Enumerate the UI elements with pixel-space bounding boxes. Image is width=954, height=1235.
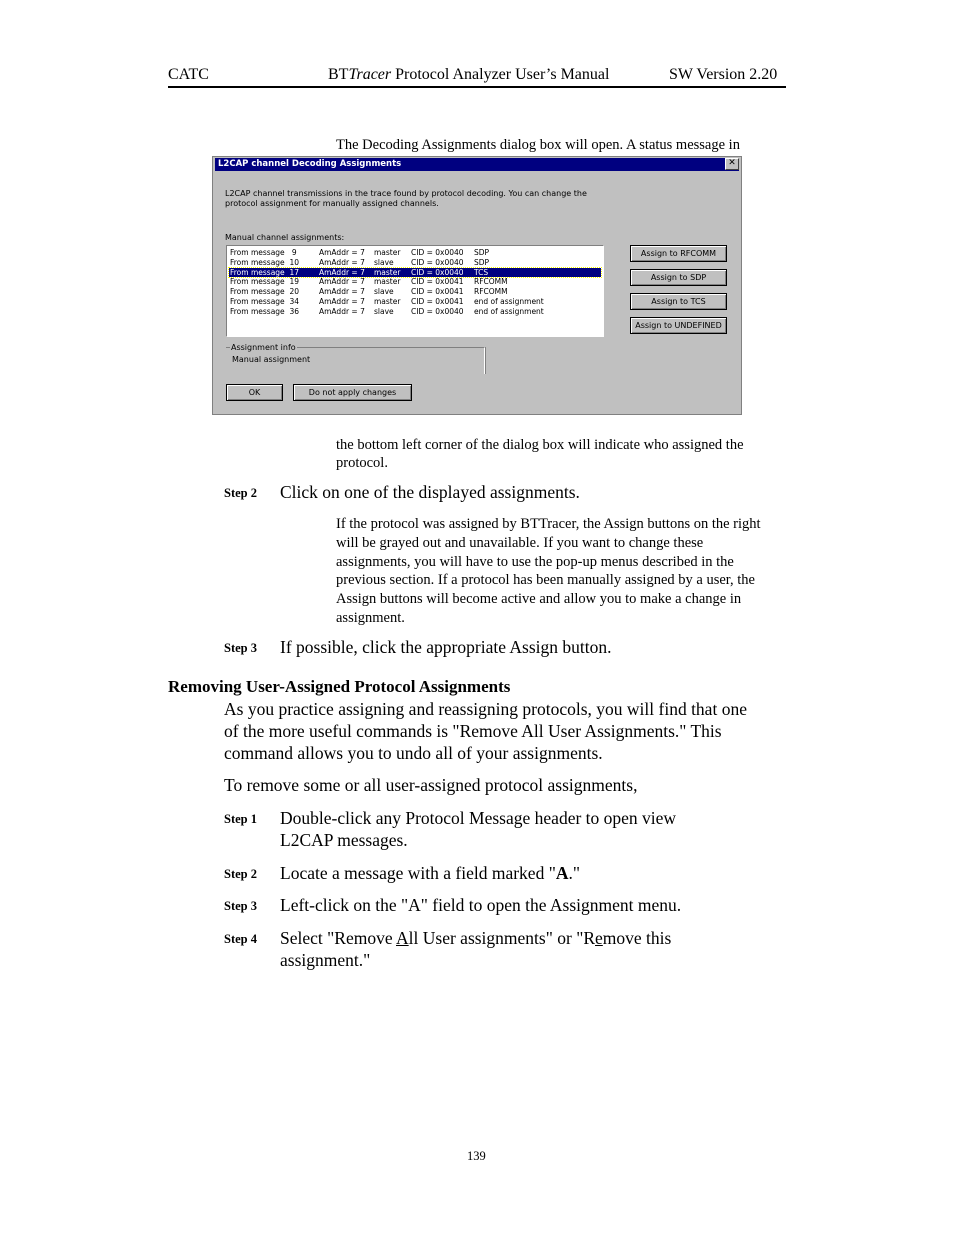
note-line: assignment. <box>336 610 405 626</box>
header-title: BTTracer Protocol Analyzer User’s Manual <box>328 66 610 83</box>
step-label: Step 1 <box>224 812 257 826</box>
list-cell-proto: SDP <box>474 248 490 257</box>
list-cell-role: slave <box>374 287 394 297</box>
note-line: Assign buttons will become active and allow you to make a change in <box>336 591 742 607</box>
list-item[interactable] <box>229 297 601 307</box>
note-line: previous section. If a protocol has been manually assigned by a user, the <box>336 572 755 588</box>
list-cell-cid: CID = 0x0041 <box>411 287 464 297</box>
after-text-1: the bottom left corner of the dialog box will indicate who assigned the <box>336 437 744 453</box>
list-item[interactable] <box>229 287 601 297</box>
list-cell-addr: AmAddr = 7 <box>319 287 365 297</box>
list-label: Manual channel assignments: <box>225 233 345 242</box>
list-cell-proto: TCS <box>474 267 489 277</box>
header-left: CATC <box>168 66 209 83</box>
header-rule <box>168 86 786 88</box>
list-cell-role: master <box>374 277 401 287</box>
dialog-description-1: L2CAP channel transmissions in the trace found by protocol decoding. You can change the <box>225 189 587 198</box>
assignment-info-label: Assignment info <box>231 343 296 352</box>
para-line: command allows you to undo all of your assignments. <box>224 743 603 763</box>
list-cell-addr: AmAddr = 7 <box>319 306 365 316</box>
step-text: Locate a message with a field marked "A." <box>280 863 581 883</box>
list-item[interactable] <box>229 258 601 268</box>
ok-button[interactable]: OK <box>226 384 283 401</box>
step-text: L2CAP messages. <box>280 830 408 850</box>
para-line: To remove some or all user-assigned protocol assignments, <box>224 775 638 795</box>
step-text: Double-click any Protocol Message header to open view <box>280 808 677 828</box>
list-cell-msg: From message 34 <box>230 297 299 306</box>
list-cell-addr: AmAddr = 7 <box>319 248 365 257</box>
list-cell-proto: RFCOMM <box>474 277 508 287</box>
list-cell-proto: RFCOMM <box>474 287 508 297</box>
page-number: 139 <box>467 1149 486 1163</box>
list-cell-cid: CID = 0x0040 <box>411 248 464 257</box>
list-item[interactable] <box>229 268 601 278</box>
intro-text: The Decoding Assignments dialog box will open. A status message in <box>336 137 740 153</box>
list-cell-addr: AmAddr = 7 <box>319 267 365 277</box>
header-version: SW Version 2.20 <box>669 66 778 83</box>
assign-tcs-button[interactable]: Assign to TCS <box>630 293 727 310</box>
para-line: of the more useful commands is "Remove All User Assignments." This <box>224 721 722 741</box>
list-cell-msg: From message 9 <box>230 248 297 257</box>
para-line: As you practice assigning and reassigning protocols, you will find that one <box>224 699 747 719</box>
after-text-2: protocol. <box>336 455 388 471</box>
note-line: will be grayed out and unavailable. If you want to change these <box>336 535 704 551</box>
list-cell-role: slave <box>374 306 394 316</box>
assignment-info-text: Manual assignment <box>232 355 311 364</box>
assign-undefined-button[interactable]: Assign to UNDEFINED <box>630 317 727 334</box>
step-label: Step 4 <box>224 932 257 946</box>
list-cell-addr: AmAddr = 7 <box>319 257 365 267</box>
list-cell-msg: From message 10 <box>230 257 299 267</box>
step-label: Step 2 <box>224 867 257 881</box>
list-cell-cid: CID = 0x0040 <box>411 306 464 316</box>
step-text: If possible, click the appropriate Assign button. <box>280 637 612 657</box>
list-cell-cid: CID = 0x0041 <box>411 277 464 287</box>
step-label: Step 3 <box>224 899 257 913</box>
dialog-title: L2CAP channel Decoding Assignments <box>215 158 739 171</box>
list-cell-role: master <box>374 248 401 257</box>
step-text: Left-click on the "A" field to open the Assignment menu. <box>280 895 682 915</box>
list-cell-proto: SDP <box>474 257 490 267</box>
list-cell-cid: CID = 0x0040 <box>411 257 464 267</box>
list-cell-role: master <box>374 267 401 277</box>
list-item[interactable] <box>229 248 601 258</box>
step-text: Select "Remove All User assignments" or "Remove this <box>280 928 672 948</box>
list-item[interactable] <box>229 307 601 317</box>
dialog-description-2: protocol assignment for manually assigned channels. <box>225 199 439 208</box>
note-line: assignments, you will have to use the pop-up menus described in the <box>336 554 734 570</box>
list-cell-proto: end of assignment <box>474 297 544 306</box>
list-cell-cid: CID = 0x0041 <box>411 297 464 306</box>
list-cell-proto: end of assignment <box>474 306 544 316</box>
list-item[interactable] <box>229 277 601 287</box>
assignments-list[interactable] <box>226 245 604 337</box>
list-cell-msg: From message 19 <box>230 277 299 287</box>
list-cell-msg: From message 36 <box>230 306 299 316</box>
step-label: Step 2 <box>224 486 257 500</box>
list-cell-addr: AmAddr = 7 <box>319 277 365 287</box>
step-label: Step 3 <box>224 641 257 655</box>
list-cell-cid: CID = 0x0040 <box>411 267 464 277</box>
section-heading: Removing User-Assigned Protocol Assignments <box>168 677 511 696</box>
assign-rfcomm-button[interactable]: Assign to RFCOMM <box>630 245 727 262</box>
do-not-apply-button[interactable]: Do not apply changes <box>293 384 412 401</box>
list-cell-addr: AmAddr = 7 <box>319 297 365 306</box>
step-text: assignment." <box>280 950 371 970</box>
list-cell-role: master <box>374 297 401 306</box>
decoding-assignments-dialog <box>212 156 742 415</box>
assign-sdp-button[interactable]: Assign to SDP <box>630 269 727 286</box>
list-cell-msg: From message 20 <box>230 287 299 297</box>
note-line: If the protocol was assigned by BTTracer, the Assign buttons on the right <box>336 516 761 532</box>
step-text: Click on one of the displayed assignments. <box>280 482 580 502</box>
list-cell-role: slave <box>374 257 394 267</box>
list-cell-msg: From message 17 <box>230 267 299 277</box>
close-icon[interactable]: ✕ <box>725 158 739 170</box>
